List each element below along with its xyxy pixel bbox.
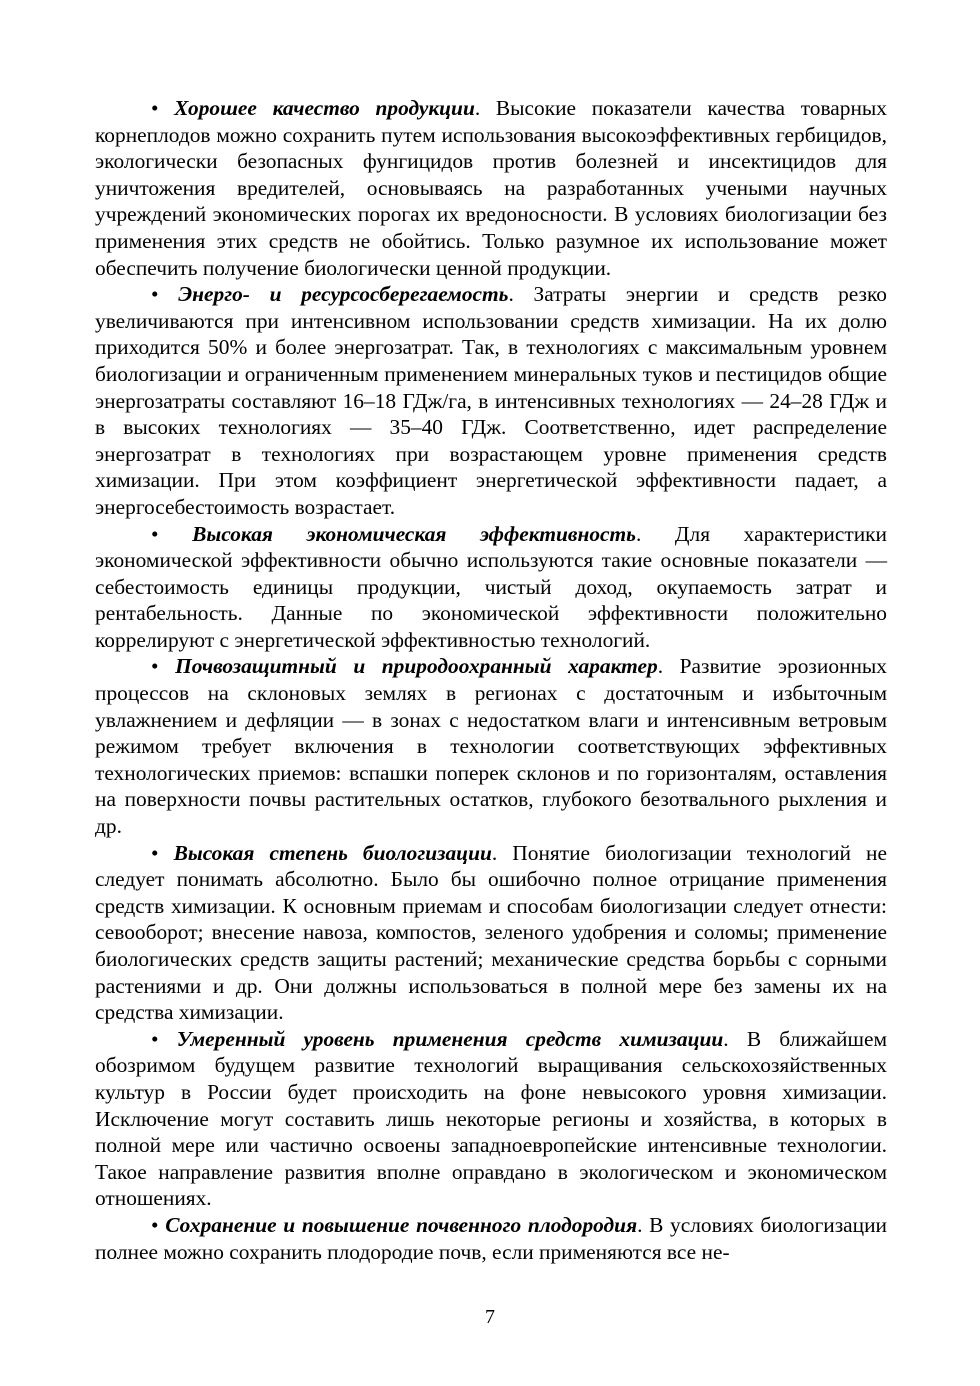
item-term: Высокая степень биологизации: [173, 840, 492, 865]
bullet-icon: •: [151, 1026, 159, 1051]
item-text: . Для характеристики экономической эффективности обычно используются такие основные показатели — себестоимость единицы продукции, чистый доход, окупаемость затрат и рентабельность. Данные по экономической эффективности положительно коррелируют с энергетической эффективностью технологий.: [95, 521, 887, 652]
item-term: Умеренный уровень применения средств химизации: [176, 1026, 724, 1051]
list-item: [95, 840, 887, 1026]
page-number: 7: [485, 1306, 495, 1328]
bullet-icon: •: [151, 96, 159, 120]
item-text: . В ближайшем обозримом будущем развитие технологий выращивания сельскохозяйственных культур в России будет происходить на фоне невысокого уровня химизации. Исключение могут составить лишь некоторые регионы и хозяйства, в которых в полной мере или частично освоены западноевропейские интенсивные технологии. Такое направление развития вполне оправдано в экологическом и экономическом отношениях.: [95, 1026, 887, 1211]
page-body: [95, 95, 887, 1265]
item-term: Энерго- и ресурсосберегаемость: [178, 282, 509, 307]
item-text: . Развитие эрозионных процессов на склоновых землях в регионах с достаточным и избыточным увлажнением и дефляции — в зонах с недостатком влаги и интенсивным ветровым режимом требует включения в технологии соответствующих эффективных технологических приемов: вспашки поперек склонов и по горизонталям, оставления на поверхности почвы растительных остатков, глубокого безотвального рыхления и др.: [95, 654, 887, 839]
item-text: . Затраты энергии и средств резко увеличиваются при интенсивном использовании средств химизации. На их долю приходится 50% и более энергозатрат. Так, в технологиях с максимальным уровнем биологизации и ограниченным применением минеральных туков и пестицидов общие энергозатраты составляют 16–18 ГДж/га, в интенсивных технологиях — 24–28 ГДж и в высоких технологиях — 35–40 ГДж. Соответственно, идет распределение энергозатрат в технологиях при возрастающем уровне применения средств химизации. При этом коэффициент энергетической эффективности падает, а энергосебестоимость возрастает.: [95, 282, 887, 519]
item-text: . Понятие биологизации технологий не следует понимать абсолютно. Было бы ошибочно полное отрицание применения средств химизации. К основным приемам и способам биологизации следует отнести: севооборот; внесение навоза, компостов, зеленого удобрения и соломы; применение биологических средств защиты растений; механические средства борьбы с сорными растениями и др. Они должны использоваться в полной мере без замены их на средства химизации.: [95, 840, 887, 1025]
list-item: [95, 281, 887, 520]
item-term: Высокая экономическая эффективность: [192, 521, 636, 546]
bullet-icon: •: [151, 654, 159, 679]
item-term: Сохранение и повышение почвенного плодородия: [165, 1212, 638, 1237]
bullet-icon: •: [151, 521, 159, 546]
list-item: [95, 521, 887, 654]
item-text: . Высокие показатели качества товарных корнеплодов можно сохранить путем использования высокоэффективных гербицидов, экологически безопасных фунгицидов против болезней и инсектицидов для уничтожения вредителей, основываясь на разработанных учеными научных учреждений экономических порогах их вредоносности. В условиях биологизации без применения этих средств не обойтись. Только разумное их использование может обеспечить получение биологически ценной продукции.: [95, 96, 887, 280]
list-item: [95, 653, 887, 839]
item-text: . В условиях биологизации полнее можно сохранить плодородие почв, если применяются все не-: [95, 1212, 887, 1264]
bullet-icon: •: [151, 1212, 159, 1237]
list-item: [95, 1026, 887, 1212]
list-item: [95, 1212, 887, 1265]
item-term: Хорошее качество продукции: [174, 96, 475, 120]
bullet-icon: •: [151, 282, 159, 307]
bullet-icon: •: [151, 840, 159, 865]
list-item: [95, 95, 887, 281]
item-term: Почвозащитный и природоохранный характер: [175, 654, 658, 679]
